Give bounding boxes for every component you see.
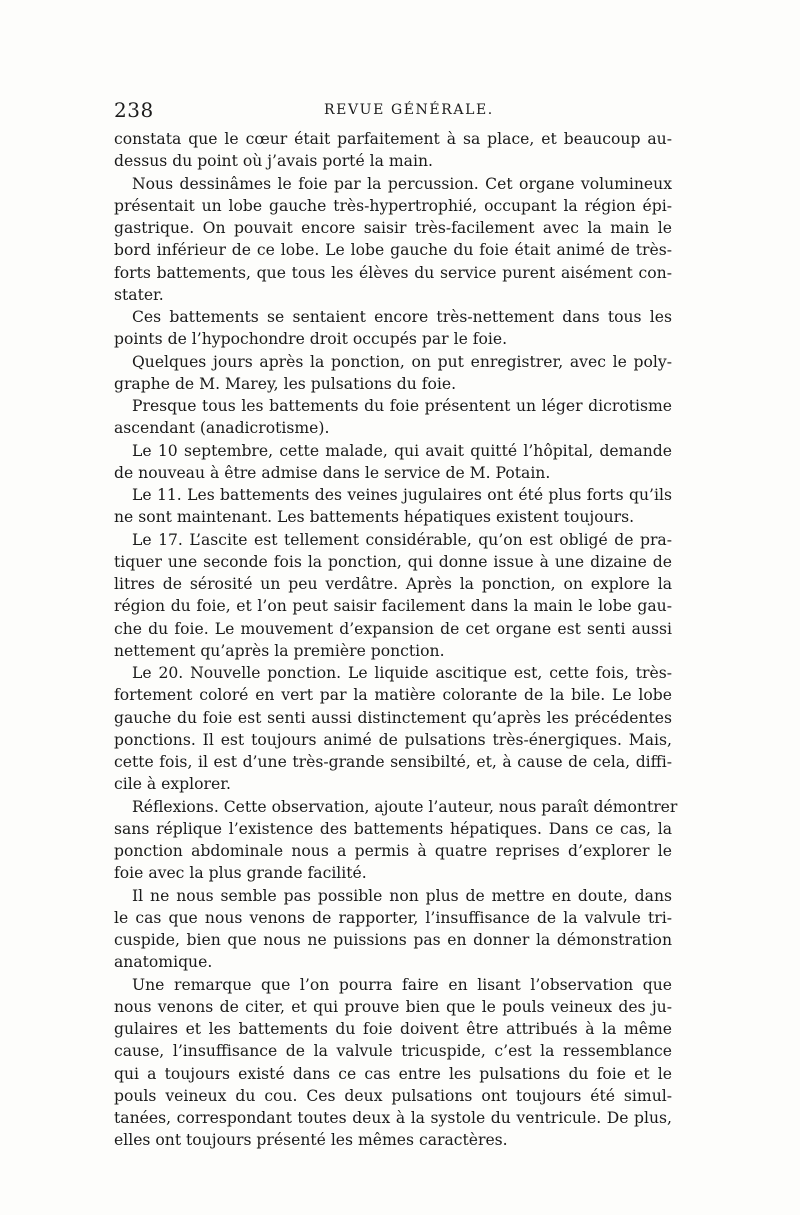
text-line: Ces battements se sentaient encore très-nettement dans tous les xyxy=(132,308,672,326)
text-line: bord inférieur de ce lobe. Le lobe gauche du foie était animé de très- xyxy=(114,241,672,260)
text-line: Réflexions. Cette observation, ajoute l’auteur, nous paraît démontrer xyxy=(132,797,678,816)
text-line: nous venons de citer, et qui prouve bien que le pouls veineux des ju- xyxy=(114,997,672,1016)
text-line: dessus du point où j’avais porté la main. xyxy=(114,152,433,171)
text-line: ponctions. Il est toujours animé de pulsations très-énergiques. Mais, xyxy=(114,730,672,749)
body-text xyxy=(114,128,678,1152)
text-line: le cas que nous venons de rapporter, l’insuffisance de la valvule tri- xyxy=(114,908,672,927)
text-line: graphe de M. Marey, les pulsations du foie. xyxy=(114,374,457,393)
text-line: pouls veineux du cou. Ces deux pulsations ont toujours été simul- xyxy=(114,1086,672,1105)
text-line: gauche du foie est senti aussi distinctement qu’après les précédentes xyxy=(114,708,672,727)
text-line: forts battements, que tous les élèves du service purent aisément con- xyxy=(114,263,672,282)
text-line: stater. xyxy=(114,285,164,304)
text-line: fortement coloré en vert par la matière colorante de la bile. Le lobe xyxy=(114,686,672,705)
text-line: cette fois, il est d’une très-grande sensibilté, et, à cause de cela, diffi- xyxy=(114,753,672,771)
text-line: Le 10 septembre, cette malade, qui avait quitté l’hôpital, demande xyxy=(132,441,672,460)
text-line: Presque tous les battements du foie présentent un léger dicrotisme xyxy=(132,397,672,415)
text-line: anatomique. xyxy=(114,953,213,972)
text-line: nettement qu’après la première ponction. xyxy=(114,641,445,660)
text-line: gulaires et les battements du foie doivent être attribués à la même xyxy=(114,1020,672,1038)
text-line: litres de sérosité un peu verdâtre. Après la ponction, on explore la xyxy=(114,575,672,593)
text-line: foie avec la plus grande facilité. xyxy=(114,864,367,883)
text-line: elles ont toujours présenté les mêmes caractères. xyxy=(114,1131,508,1150)
text-line: che du foie. Le mouvement d’expansion de cet organe est senti aussi xyxy=(114,619,672,638)
text-line: de nouveau à être admise dans le service de M. Potain. xyxy=(114,463,551,482)
text-line: ne sont maintenant. Les battements hépatiques existent toujours. xyxy=(114,508,635,527)
text-line: Il ne nous semble pas possible non plus de mettre en doute, dans xyxy=(132,886,672,905)
text-line: cause, l’insuffisance de la valvule tricuspide, c’est la ressemblance xyxy=(114,1042,672,1061)
text-line: Le 11. Les battements des veines jugulaires ont été plus forts qu’ils xyxy=(132,486,672,504)
text-line: Le 17. L’ascite est tellement considérable, qu’on est obligé de pra- xyxy=(132,530,672,549)
text-line: points de l’hypochondre droit occupés par le foie. xyxy=(114,330,508,349)
text-line: Le 20. Nouvelle ponction. Le liquide ascitique est, cette fois, très- xyxy=(132,664,672,682)
text-line: tanées, correspondant toutes deux à la systole du ventricule. De plus, xyxy=(114,1109,672,1127)
text-line: région du foie, et l’on peut saisir facilement dans la main le lobe gau- xyxy=(114,597,672,616)
text-line: ponction abdominale nous a permis à quatre reprises d’explorer le xyxy=(114,842,672,860)
text-line: cuspide, bien que nous ne puissions pas en donner la démonstration xyxy=(114,931,672,949)
running-title: REVUE GÉNÉRALE. xyxy=(324,102,494,118)
text-line: gastrique. On pouvait encore saisir très-facilement avec la main le xyxy=(114,219,672,237)
text-line: présentait un lobe gauche très-hypertrophié, occupant la région épi- xyxy=(114,196,672,215)
text-line: tiquer une seconde fois la ponction, qui donne issue à une dizaine de xyxy=(114,552,672,571)
page-number: 238 xyxy=(114,98,154,122)
text-line: Quelques jours après la ponction, on put enregistrer, avec le poly- xyxy=(132,352,672,371)
text-line: constata que le cœur était parfaitement à sa place, et beaucoup au- xyxy=(114,130,672,148)
text-line: cile à explorer. xyxy=(114,775,231,794)
text-line: Nous dessinâmes le foie par la percussion. Cet organe volumineux xyxy=(132,174,672,193)
text-line: ascendant (anadicrotisme). xyxy=(114,419,330,438)
text-line: sans réplique l’existence des battements hépatiques. Dans ce cas, la xyxy=(114,819,672,838)
text-line: Une remarque que l’on pourra faire en lisant l’observation que xyxy=(132,975,672,994)
page-header xyxy=(114,98,674,122)
text-line: qui a toujours existé dans ce cas entre les pulsations du foie et le xyxy=(114,1064,672,1083)
